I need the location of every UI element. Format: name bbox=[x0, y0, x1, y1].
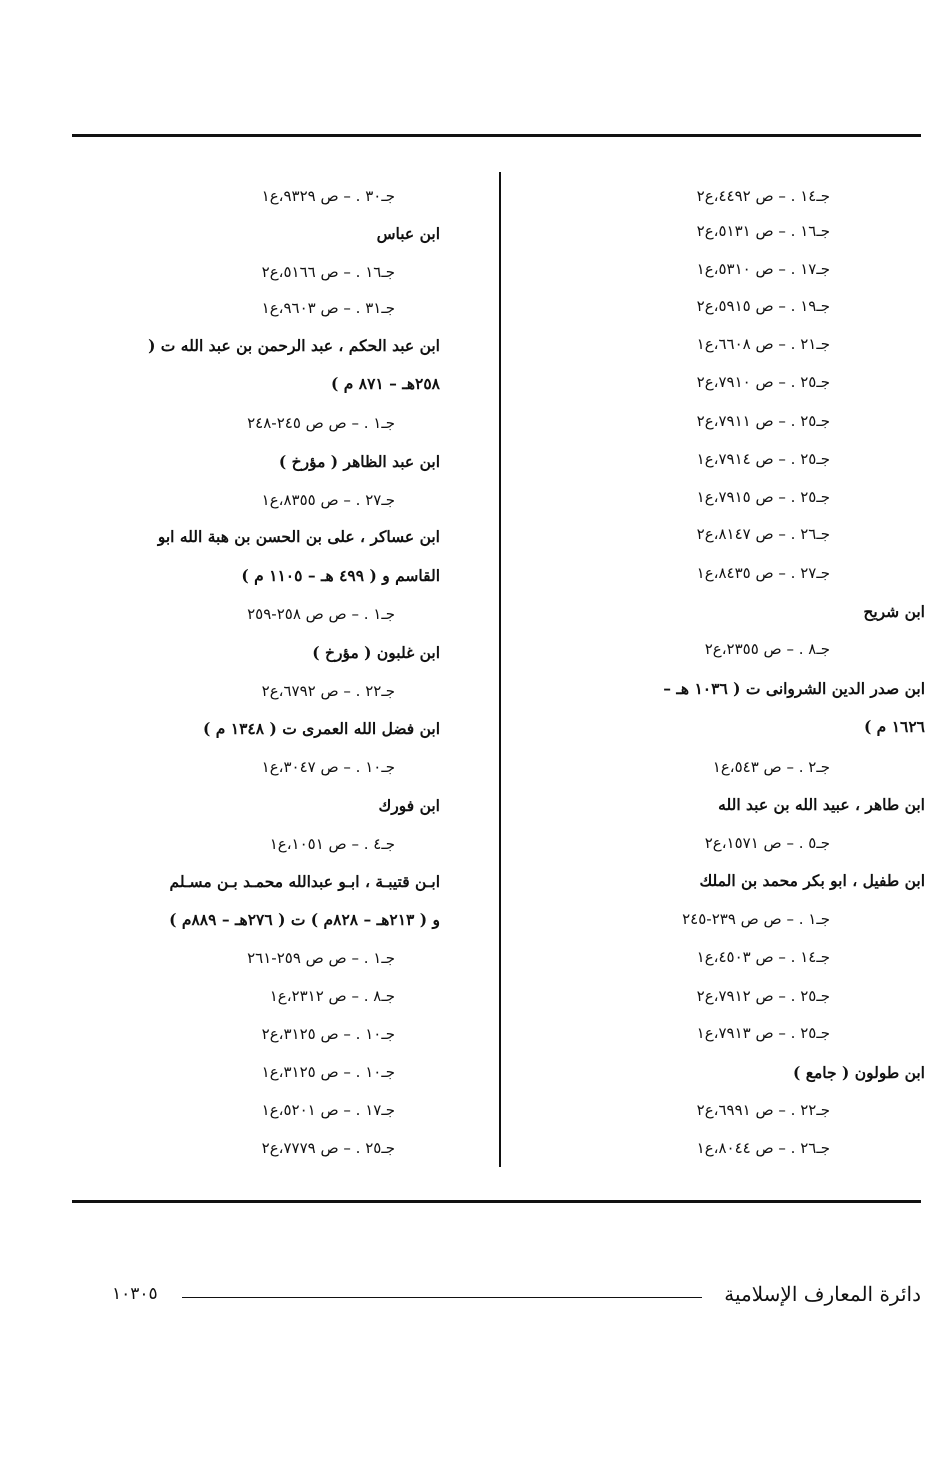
left-citation: جـ٤ . – ص ١٠٥١،ع١ bbox=[269, 835, 395, 853]
left-citation: جـ١ . – ص ص ٢٤٥-٢٤٨ bbox=[247, 414, 395, 432]
right-citation: جـ١٦ . – ص ٥١٣١،ع٢ bbox=[696, 222, 830, 240]
left-entry-heading: ابن عبد الظاهر ( مؤرخ ) bbox=[278, 452, 440, 471]
right-citation: جـ١٩ . – ص ٥٩١٥،ع٢ bbox=[696, 297, 830, 315]
right-column bbox=[527, 0, 925, 1200]
left-citation: جـ٣١ . – ص ٩٦٠٣،ع١ bbox=[261, 299, 395, 317]
left-entry-heading: القاسم و ( ٤٩٩ هـ – ١١٠٥ م ) bbox=[241, 566, 440, 585]
left-citation: جـ١٠ . – ص ٣١٢٥،ع٢ bbox=[261, 1025, 395, 1043]
left-entry-heading: ابن فضل الله العمرى ت ( ١٣٤٨ م ) bbox=[203, 719, 440, 738]
page-footer bbox=[112, 1280, 921, 1310]
left-entry-heading: ابن عبد الحكم ، عبد الرحمن بن عبد الله ت ( bbox=[148, 336, 440, 355]
left-citation: جـ١ . – ص ص ٢٥٨-٢٥٩ bbox=[247, 605, 395, 623]
left-citation: جـ٢٥ . – ص ٧٧٧٩،ع٢ bbox=[261, 1139, 395, 1157]
right-entry-heading: ١٦٢٦ م ) bbox=[863, 717, 925, 736]
left-citation: جـ١٠ . – ص ٣١٢٥،ع١ bbox=[261, 1063, 395, 1081]
left-entry-heading: ابن عباس bbox=[376, 224, 440, 243]
left-entry-heading: ابن فورك bbox=[378, 796, 440, 815]
right-citation: جـ٨ . – ص ٢٣٥٥،ع٢ bbox=[704, 640, 830, 658]
right-entry-heading: ابن طفيل ، ابو بكر محمد بن الملك bbox=[699, 871, 925, 890]
right-citation: جـ٢٥ . – ص ٧٩١٣،ع١ bbox=[696, 1024, 830, 1042]
left-entry-heading: و ( ٢١٣هـ – ٨٢٨م ) ت ( ٢٧٦هـ – ٨٨٩م ) bbox=[169, 910, 440, 929]
left-citation: جـ١ . – ص ص ٢٥٩-٢٦١ bbox=[247, 949, 395, 967]
left-entry-heading: ابن عساكر ، على بن الحسن بن هبة الله ابو bbox=[157, 527, 440, 546]
left-entry-heading: ابـن قتيبـة ، ابـو عبدالله محمـد بـن مسـلم bbox=[169, 872, 440, 891]
page-number: ١٠٣٠٥ bbox=[112, 1284, 158, 1304]
right-citation: جـ١٧ . – ص ٥٣١٠،ع١ bbox=[696, 260, 830, 278]
left-citation: جـ٢٧ . – ص ٨٣٥٥،ع١ bbox=[261, 491, 395, 509]
right-citation: جـ١ . – ص ص ٢٣٩-٢٤٥ bbox=[682, 910, 830, 928]
right-entry-heading: ابن صدر الدين الشروانى ت ( ١٠٣٦ هـ – bbox=[663, 679, 925, 698]
left-citation: جـ٨ . – ص ٢٣١٢،ع١ bbox=[269, 987, 395, 1005]
right-citation: جـ٢٦ . – ص ٨٠٤٤،ع١ bbox=[696, 1139, 830, 1157]
right-citation: جـ٢٧ . – ص ٨٤٣٥،ع١ bbox=[696, 564, 830, 582]
right-citation: جـ١٤ . – ص ٤٥٠٣،ع١ bbox=[696, 948, 830, 966]
left-citation: جـ١٦ . – ص ٥١٦٦،ع٢ bbox=[261, 263, 395, 281]
left-citation: جـ١٧ . – ص ٥٢٠١،ع١ bbox=[261, 1101, 395, 1119]
right-entry-heading: ابن شريح bbox=[863, 602, 925, 621]
right-citation: جـ٢٦ . – ص ٨١٤٧،ع٢ bbox=[696, 525, 830, 543]
left-entry-heading: ٢٥٨هـ – ٨٧١ م ) bbox=[331, 374, 440, 393]
right-citation: جـ٢١ . – ص ٦٦٠٨،ع١ bbox=[696, 335, 830, 353]
bottom-rule bbox=[72, 1200, 921, 1203]
right-citation: جـ٢٥ . – ص ٧٩١١،ع٢ bbox=[696, 412, 830, 430]
right-citation: جـ٢ . – ص ٥٤٣،ع١ bbox=[712, 758, 830, 776]
right-citation: جـ٢٥ . – ص ٧٩١٤،ع١ bbox=[696, 450, 830, 468]
left-citation: جـ٣٠ . – ص ٩٣٢٩،ع١ bbox=[261, 187, 395, 205]
left-column bbox=[70, 0, 450, 1200]
right-citation: جـ٢٢ . – ص ٦٩٩١،ع٢ bbox=[696, 1101, 830, 1119]
column-separator bbox=[499, 172, 501, 1167]
right-entry-heading: ابن طاهر ، عبيد الله بن عبد الله bbox=[718, 795, 925, 814]
publication-title: دائرة المعارف الإسلامية bbox=[724, 1282, 921, 1306]
left-citation: جـ١٠ . – ص ٣٠٤٧،ع١ bbox=[261, 758, 395, 776]
footer-dotted-line bbox=[182, 1297, 702, 1298]
right-entry-heading: ابن طولون ( جامع ) bbox=[793, 1063, 925, 1082]
right-citation: جـ١٤ . – ص ٤٤٩٢،ع٢ bbox=[696, 187, 830, 205]
right-citation: جـ٥ . – ص ١٥٧١،ع٢ bbox=[704, 834, 830, 852]
left-citation: جـ٢٢ . – ص ٦٧٩٢،ع٢ bbox=[261, 682, 395, 700]
left-entry-heading: ابن غلبون ( مؤرخ ) bbox=[312, 643, 440, 662]
right-citation: جـ٢٥ . – ص ٧٩١٠،ع٢ bbox=[696, 373, 830, 391]
right-citation: جـ٢٥ . – ص ٧٩١٢،ع٢ bbox=[696, 987, 830, 1005]
right-citation: جـ٢٥ . – ص ٧٩١٥،ع١ bbox=[696, 488, 830, 506]
